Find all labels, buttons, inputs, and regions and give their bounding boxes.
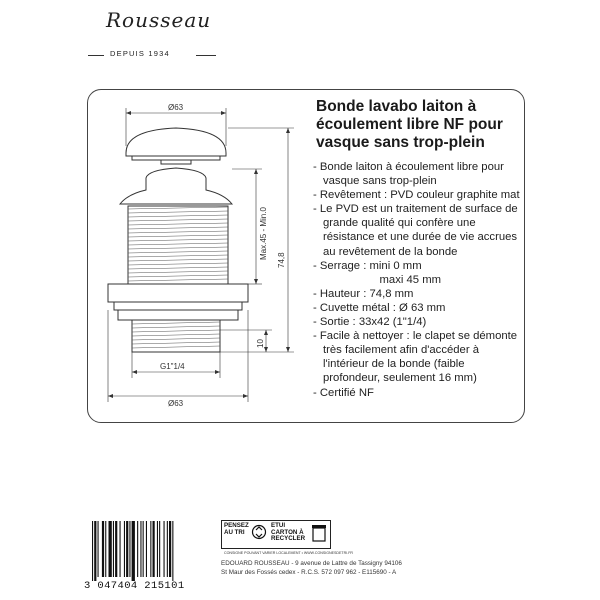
feature-item: - Revêtement : PVD couleur graphite mat (313, 189, 520, 202)
nut-base (114, 302, 242, 310)
logo-tagline: DEPUIS 1934 (110, 49, 170, 58)
barcode-bar (153, 521, 155, 577)
barcode-bar (94, 521, 96, 581)
feature-item: - Serrage : mini 0 mm maxi 45 mm (313, 259, 442, 286)
address-line-1: EDOUARD ROUSSEAU - 9 avenue de Lattre de Tassigny 94106 (221, 560, 402, 567)
barcode-bar (92, 521, 93, 581)
barcode-bar (150, 521, 151, 577)
logo-rule-right (196, 55, 216, 56)
recycle-consigne: CONSIGNE POUVANT VARIER LOCALEMENT • WWW.CONSIGNESDETRI.FR (224, 551, 353, 555)
dim-thread: G1"1/4 (160, 362, 185, 371)
dim-clamp-range: Max.45 - Min.0 (259, 207, 268, 260)
barcode-bar (167, 521, 168, 577)
dim-top-diameter: Ø63 (168, 103, 184, 112)
recycle-pensez-label: PENSEZ AU TRI (224, 522, 249, 536)
barcode-bar (159, 521, 160, 577)
stem (161, 160, 191, 164)
outlet-thread-lines (132, 322, 220, 348)
barcode-bar (120, 521, 121, 577)
barcode-bar (157, 521, 158, 577)
barcode-bar (126, 521, 128, 577)
brand-logo (88, 8, 218, 64)
feature-item: - Facile à nettoyer : le clapet se démonte très facilement afin d'accéder à l'intérieur de la bonde (faible profondeur, seulement 16 mm) (313, 330, 521, 385)
feature-item: - Bonde laiton à écoulement libre pour vasque sans trop-plein (313, 161, 508, 188)
flange (120, 168, 232, 204)
feature-list (313, 160, 523, 400)
feature-item: - Certifié NF (313, 386, 374, 399)
dim-total-height: 74,8 (277, 252, 286, 268)
barcode-bar (132, 521, 135, 581)
barcode-bar (137, 521, 138, 577)
outlet-collar (118, 310, 238, 320)
product-title: Bonde lavabo laiton à écoulement libre NF pour vasque sans trop-plein (316, 98, 503, 151)
recycle-arrows-icon (251, 524, 267, 540)
feature-item: - Sortie : 33x42 (1"1/4) (313, 316, 427, 329)
cap-rim (132, 156, 220, 160)
logo-rule-left (88, 55, 104, 56)
address-line-2: St Maur des Fossés cedex - R.C.S. 572 097 962 - E115690 - A (221, 568, 397, 576)
barcode-bar (115, 521, 117, 577)
logo-script: Rousseau (106, 8, 212, 32)
barcode-bar (169, 521, 171, 577)
technical-drawing (88, 90, 308, 420)
barcode-bar (129, 521, 130, 577)
barcode-bar (102, 521, 104, 577)
barcode-bar (164, 521, 165, 577)
barcode-bar (124, 521, 125, 577)
company-address (221, 560, 521, 577)
barcode-bar (98, 521, 99, 577)
barcode-bar (143, 521, 144, 577)
recycle-bin-icon (312, 524, 326, 542)
recycling-panel (221, 520, 353, 560)
barcode (88, 521, 214, 581)
dim-outlet-length: 10 (256, 339, 265, 348)
recycle-etui-label: ETUI CARTON À RECYCLER (271, 522, 306, 543)
feature-item: - Cuvette métal : Ø 63 mm (313, 301, 446, 314)
feature-item: - Hauteur : 74,8 mm (313, 287, 414, 300)
clamp-nut (108, 284, 248, 302)
barcode-bar (146, 521, 147, 577)
barcode-digits: 3 047404 215101 (84, 580, 185, 592)
barcode-bar (105, 521, 106, 577)
barcode-bar (109, 521, 112, 577)
barcode-bar (172, 521, 173, 581)
dim-bottom-diameter: Ø63 (168, 399, 184, 408)
feature-item: - Le PVD est un traitement de surface de grande qualité qui confère une résistance et une durée de vie accrues au revêtement de la bonde (313, 203, 521, 258)
thread-lines (128, 207, 228, 281)
cap-shape (126, 128, 226, 156)
barcode-bar (140, 521, 141, 577)
barcode-bar (113, 521, 114, 577)
